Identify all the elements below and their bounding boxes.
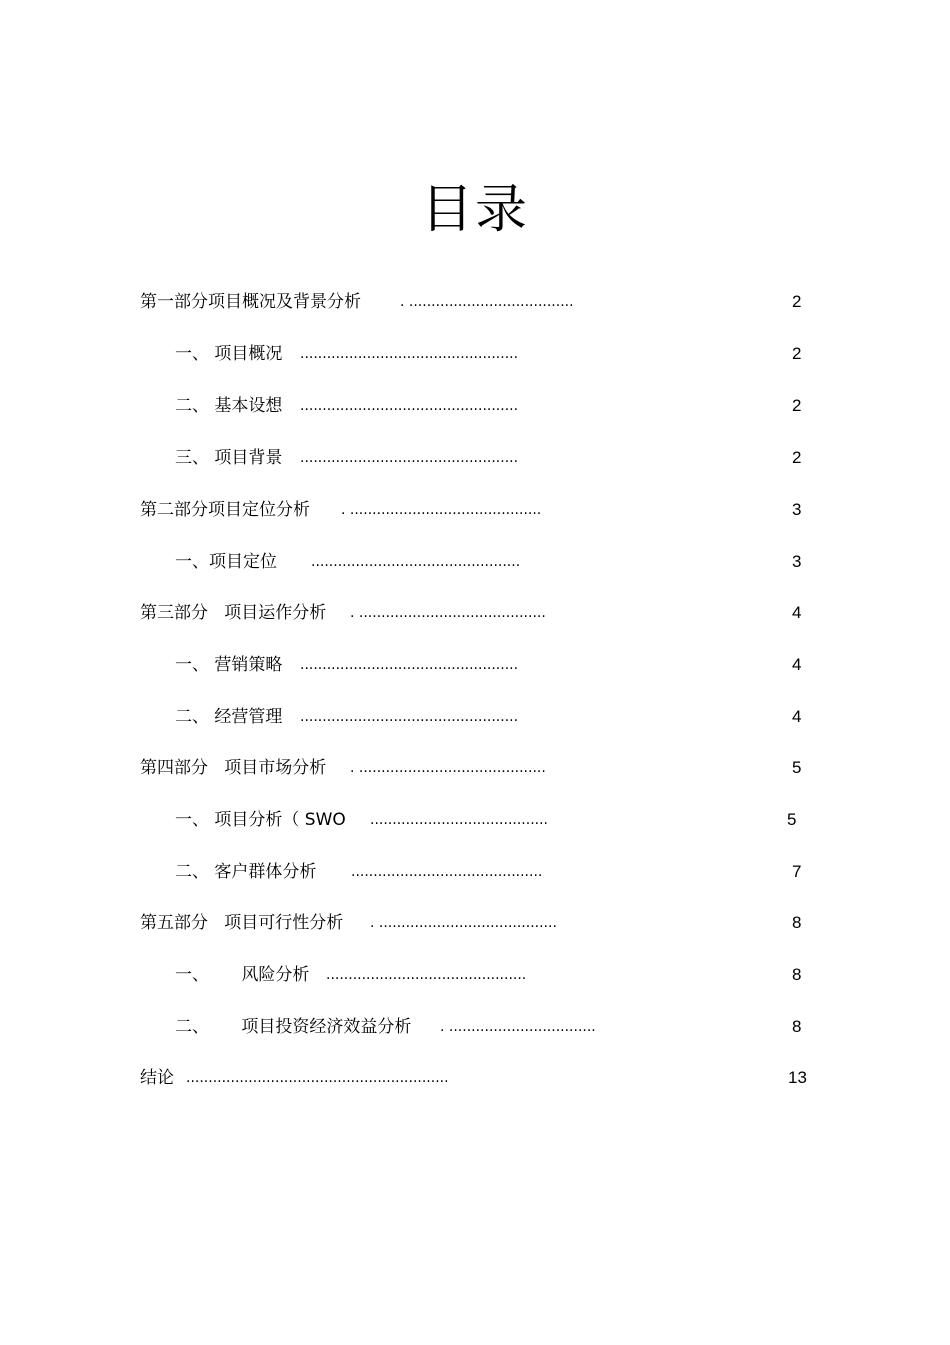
toc-entry-label: 第四部分 项目市场分析 [140, 758, 327, 778]
toc-entry-leader: ................................................. [300, 657, 519, 673]
toc-entry-leader: . .......................................... [350, 605, 546, 621]
toc-entry-page: 2 [792, 344, 802, 363]
toc-entry-label: 一、 项目分析（ SWO [175, 810, 346, 830]
toc-entry[interactable] [0, 445, 950, 471]
toc-entry-page: 3 [792, 500, 802, 519]
toc-entry-leader: ........................................................... [186, 1070, 449, 1086]
toc-entry[interactable] [0, 1065, 950, 1091]
toc-entry-label: 一、 营销策略 [175, 655, 283, 675]
toc-entry-leader: . ................................. [440, 1019, 596, 1035]
toc-entry-page: 2 [792, 292, 802, 311]
toc-entry[interactable] [0, 962, 950, 988]
toc-entry-page: 5 [787, 810, 797, 829]
toc-entry-leader: ................................................. [300, 450, 519, 466]
toc-entry[interactable] [0, 807, 950, 833]
toc-entry-label: 三、 项目背景 [175, 448, 283, 468]
toc-entry-label: 第一部分项目概况及背景分析 [140, 292, 361, 312]
toc-entry-label: 第三部分 项目运作分析 [140, 603, 327, 623]
toc-entry-leader: . ........................................... [341, 502, 542, 518]
toc-entry-label: 第五部分 项目可行性分析 [140, 913, 344, 933]
toc-entry-label: 二、 客户群体分析 [175, 862, 317, 882]
toc-entry-label: 结论 [140, 1068, 174, 1088]
toc-entry-leader: ................................................. [300, 398, 519, 414]
toc-entry[interactable] [0, 652, 950, 678]
toc-entry-label: 一、 风险分析 [175, 965, 310, 985]
toc-entry-page: 13 [788, 1068, 807, 1087]
toc-entry-label: 二、 项目投资经济效益分析 [175, 1017, 412, 1037]
toc-entry-leader: . ..................................... [400, 294, 574, 310]
toc-entry[interactable] [0, 755, 950, 781]
toc-entry[interactable] [0, 289, 950, 315]
toc-entry-label: 一、项目定位 [175, 552, 277, 572]
page-title: 目录 [420, 180, 529, 240]
toc-entry-page: 5 [792, 758, 802, 777]
toc-entry-leader: ............................................. [326, 967, 527, 983]
toc-entry-label: 二、 经营管理 [175, 707, 283, 727]
toc-entry[interactable] [0, 600, 950, 626]
toc-entry[interactable] [0, 393, 950, 419]
toc-entry-leader: ................................................. [300, 346, 519, 362]
toc-entry-page: 2 [792, 448, 802, 467]
toc-entry-label: 一、 项目概况 [175, 344, 283, 364]
toc-entry-page: 8 [792, 1017, 802, 1036]
toc-entry-page: 2 [792, 396, 802, 415]
toc-entry-leader: . .......................................... [350, 760, 546, 776]
toc-entry[interactable] [0, 910, 950, 936]
toc-entry-label: 二、 基本设想 [175, 396, 283, 416]
toc-entry-leader: ............................................... [311, 554, 521, 570]
toc-entry-leader: ........................................... [351, 864, 543, 880]
toc-entry-label: 第二部分项目定位分析 [140, 500, 310, 520]
toc-entry-page: 4 [792, 603, 802, 622]
toc-entry[interactable] [0, 704, 950, 730]
toc-entry-leader: ........................................ [370, 812, 549, 828]
toc-entry-page: 8 [792, 913, 802, 932]
toc-entry-page: 7 [792, 862, 802, 881]
toc-entry-leader: ................................................. [300, 709, 519, 725]
toc-entry[interactable] [0, 497, 950, 523]
toc-entry-page: 4 [792, 707, 802, 726]
toc-entry[interactable] [0, 1014, 950, 1040]
toc-entry-leader: . ........................................ [370, 915, 557, 931]
toc-entry-page: 4 [792, 655, 802, 674]
toc-entry-page: 3 [792, 552, 802, 571]
toc-entry[interactable] [0, 341, 950, 367]
toc-entry[interactable] [0, 859, 950, 885]
toc-entry[interactable] [0, 549, 950, 575]
toc-entry-page: 8 [792, 965, 802, 984]
